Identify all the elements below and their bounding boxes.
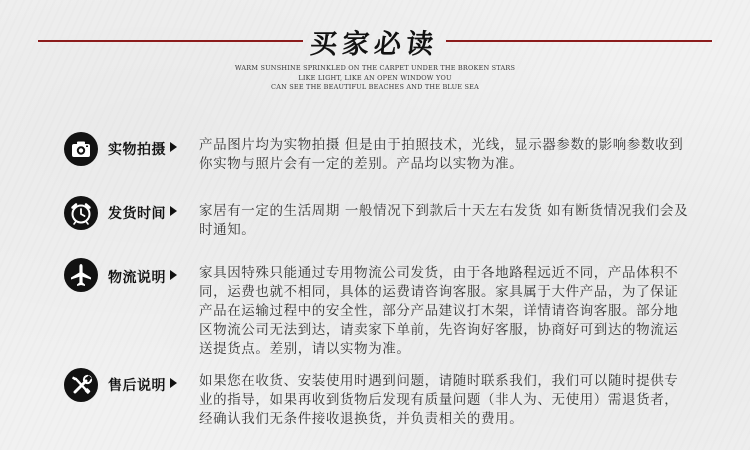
caret-right-icon <box>170 270 177 280</box>
header-rule-left <box>38 40 303 42</box>
caret-right-icon <box>170 206 177 216</box>
header-rule-right <box>446 40 712 42</box>
subtitle <box>0 64 750 93</box>
item-text: 家具因特殊只能通过专用物流公司发货，由于各地路程远近不同，产品体积不同，运费也就不相同，具体的运费请咨询客服。家具属于大件产品，为了保证产品在运输过程中的安全性，部分产品建议打木架，详情请咨询客服。部分地区物流公司无法到达，请卖家下单前，先咨询好客服，协商好可到达的物流运送提货点。差别，请以实物为准。 <box>199 265 679 357</box>
item-text: 家居有一定的生活周期 一般情况下到款后十天左右发货 如有断货情况我们会及时通知。 <box>199 203 689 238</box>
item-label: 实物拍摄 <box>108 142 166 158</box>
item-label: 售后说明 <box>108 378 166 394</box>
airplane-icon <box>64 258 98 292</box>
item-text: 产品图片均为实物拍摄 但是由于拍照技术，光线，显示器参数的影响参数收到你实物与照片会有一定的差别。产品均以实物为准。 <box>199 137 684 172</box>
tools-icon <box>64 368 98 402</box>
alarm-clock-icon <box>64 196 98 230</box>
caret-right-icon <box>170 378 177 388</box>
item-text: 如果您在收货、安装使用时遇到问题，请随时联系我们，我们可以随时提供专业的指导，如果再收到货物后发现有质量问题（非人为、无使用）需退货者，经确认我们无条件接收退换货，并负责相关的费用。 <box>199 373 679 427</box>
header <box>0 0 750 100</box>
subtitle-line: LIKE LIGHT, LIKE AN OPEN WINDOW YOU <box>298 73 452 82</box>
camera-icon <box>64 132 98 166</box>
item-label: 发货时间 <box>108 206 166 222</box>
item-label: 物流说明 <box>108 270 166 286</box>
page-title: 买家必读 <box>308 29 440 60</box>
subtitle-line: CAN SEE THE BEAUTIFUL BEACHES AND THE BLUE SEA <box>271 83 479 91</box>
subtitle-line: WARM SUNSHINE SPRINKLED ON THE CARPET UNDER THE BROKEN STARS <box>234 64 516 72</box>
caret-right-icon <box>170 142 177 152</box>
